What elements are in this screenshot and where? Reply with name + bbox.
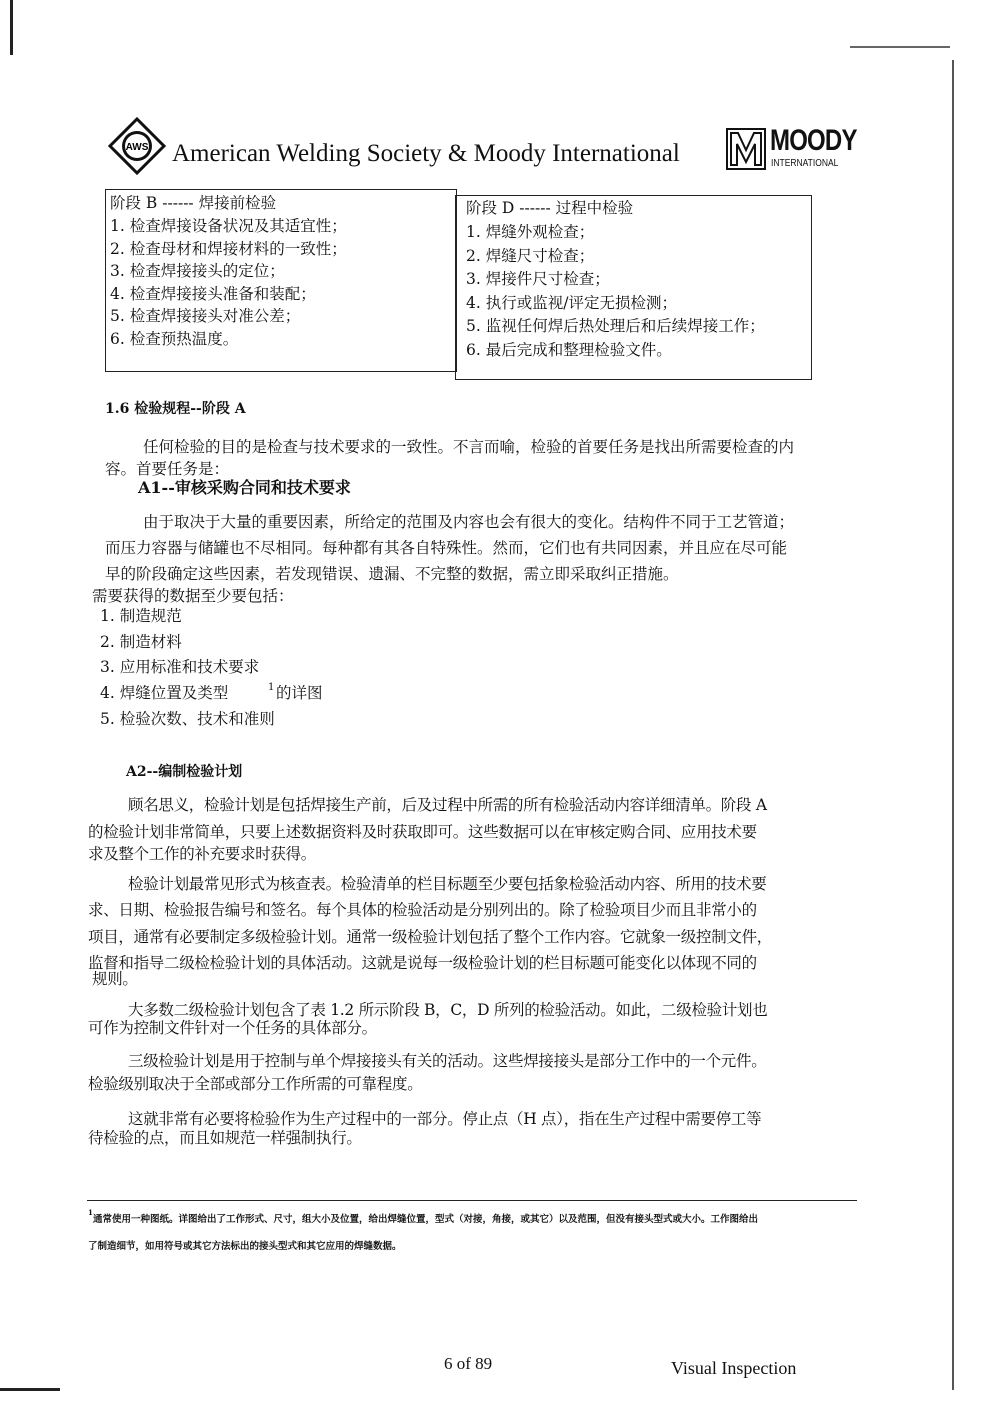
phase-b-item: 4. 检查焊接接头准备和装配； <box>110 284 316 303</box>
paragraph-line: 检验级别取决于全部或部分工作所需的可靠程度。 <box>88 1075 423 1093</box>
header-title: American Welding Society & Moody International <box>172 140 680 167</box>
paragraph-line: 可作为控制文件针对一个任务的具体部分。 <box>88 1019 377 1037</box>
paragraph-line: 求、日期、检验报告编号和签名。每个具体的检验活动是分别列出的。除了检验项目少而且非常小的 <box>88 901 757 919</box>
paragraph-line: 由于取决于大量的重要因素，所给定的范围及内容也会有很大的变化。结构件不同于工艺管道； <box>143 513 795 531</box>
phase-b-item: 5. 检查焊接接头对准公差； <box>110 307 301 325</box>
moody-logo-subtext: INTERNATIONAL <box>771 158 839 169</box>
phase-d-item: 3. 焊接件尺寸检查； <box>466 270 610 288</box>
paragraph-line: 监督和指导二级检检验计划的具体活动。这就是说每一级检验计划的栏目标题可能变化以体现不同的 <box>88 954 757 972</box>
paragraph-line: 大多数二级检验计划包含了表 1.2 所示阶段 B，C，D 所列的检验活动。如此，二级检验计划也 <box>128 1001 768 1019</box>
phase-d-item: 1. 焊缝外观检查； <box>466 223 595 241</box>
list-item: 3. 应用标准和技术要求 <box>100 658 260 676</box>
scan-edge-mark <box>850 46 950 48</box>
phase-d-item: 6. 最后完成和整理检验文件。 <box>466 340 672 359</box>
paragraph-line: 顾名思义，检验计划是包括焊接生产前，后及过程中所需的所有检验活动内容详细清单。阶段 A <box>128 796 767 814</box>
phase-d-item: 4. 执行或监视/评定无损检测； <box>466 293 677 312</box>
phase-b-item: 6. 检查预热温度。 <box>110 329 239 348</box>
subsection-heading: A1--审核采购合同和技术要求 <box>138 478 351 497</box>
aws-logo <box>108 117 166 175</box>
footnote-line: 了制造细节，如用符号或其它方法标出的接头型式和其它应用的焊缝数据。 <box>88 1241 402 1252</box>
paragraph-line: 检验计划最常见形式为核查表。检验清单的栏目标题至少要包括象检验活动内容、所用的技术要 <box>128 875 767 893</box>
paragraph-line: 三级检验计划是用于控制与单个焊接接头有关的活动。这些焊接接头是部分工作中的一个元件。 <box>128 1052 767 1070</box>
footnote-line: 通常使用一种图纸。详图给出了工作形式、尺寸，组大小及位置，给出焊缝位置，型式（对接，角接，或其它）以及范围，但没有接头型式或大小。工作图给出 <box>93 1214 759 1225</box>
phase-b-heading: 阶段 B ------ 焊接前检验 <box>110 194 277 212</box>
moody-logo <box>726 128 766 170</box>
phase-d-item: 5. 监视任何焊后热处理后和后续焊接工作； <box>466 317 765 335</box>
phase-b-item: 3. 检查焊接接头的定位； <box>110 262 285 280</box>
paragraph-line: 这就非常有必要将检验作为生产过程中的一部分。停止点（H 点），指在生产过程中需要停工等 <box>128 1110 762 1128</box>
footnote-ref: 1 <box>268 682 275 693</box>
list-item: 4. 焊缝位置及类型 <box>100 684 229 702</box>
paragraph-line: 而压力容器与储罐也不尽相同。每种都有其各自特殊性。然而，它们也有共同因素，并且应在尽可能 <box>105 539 788 557</box>
list-item: 2. 制造材料 <box>100 633 182 651</box>
phase-d-item: 2. 焊缝尺寸检查； <box>466 246 595 265</box>
paragraph-line: 容。首要任务是： <box>105 460 230 478</box>
list-item: 1. 制造规范 <box>100 607 182 625</box>
footer-doc-title: Visual Inspection <box>671 1358 797 1378</box>
phase-d-heading: 阶段 D ------ 过程中检验 <box>466 199 634 217</box>
list-item: 5. 检验次数、技术和准则 <box>100 710 275 728</box>
section-heading: 1.6 检验规程--阶段 A <box>105 401 246 417</box>
scan-edge-mark <box>10 0 13 55</box>
paragraph-line: 早的阶段确定这些因素，若发现错误、遗漏、不完整的数据，需立即采取纠正措施。 <box>105 565 679 583</box>
paragraph-line: 的检验计划非常简单，只要上述数据资料及时获取即可。这些数据可以在审核定购合同、应用技术要 <box>88 823 757 841</box>
scan-edge-mark <box>0 1388 60 1391</box>
subsection-heading: A2--编制检验计划 <box>126 764 243 780</box>
page-number: 6 of 89 <box>444 1354 493 1373</box>
phase-b-item: 2. 检查母材和焊接材料的一致性； <box>110 239 347 258</box>
paragraph-line: 任何检验的目的是检查与技术要求的一致性。不言而喻，检验的首要任务是找出所需要检查的内 <box>143 438 795 456</box>
paragraph-line: 项目，通常有必要制定多级检验计划。通常一级检验计划包括了整个工作内容。它就象一级控制文件， <box>88 928 773 946</box>
paragraph-line: 需要获得的数据至少要包括： <box>92 587 294 605</box>
scan-edge-mark <box>952 60 954 1390</box>
footnote-divider <box>87 1200 857 1201</box>
footnote-mark: 1 <box>88 1208 93 1217</box>
list-item-suffix: 的详图 <box>276 684 323 702</box>
paragraph-line: 待检验的点，而且如规范一样强制执行。 <box>88 1129 362 1147</box>
moody-logo-text: MOODY <box>770 124 857 157</box>
svg-text:AWS: AWS <box>125 142 149 153</box>
paragraph-line: 规则。 <box>92 970 138 988</box>
paragraph-line: 求及整个工作的补充要求时获得。 <box>88 845 317 863</box>
phase-b-item: 1. 检查焊接设备状况及其适宜性； <box>110 217 347 235</box>
